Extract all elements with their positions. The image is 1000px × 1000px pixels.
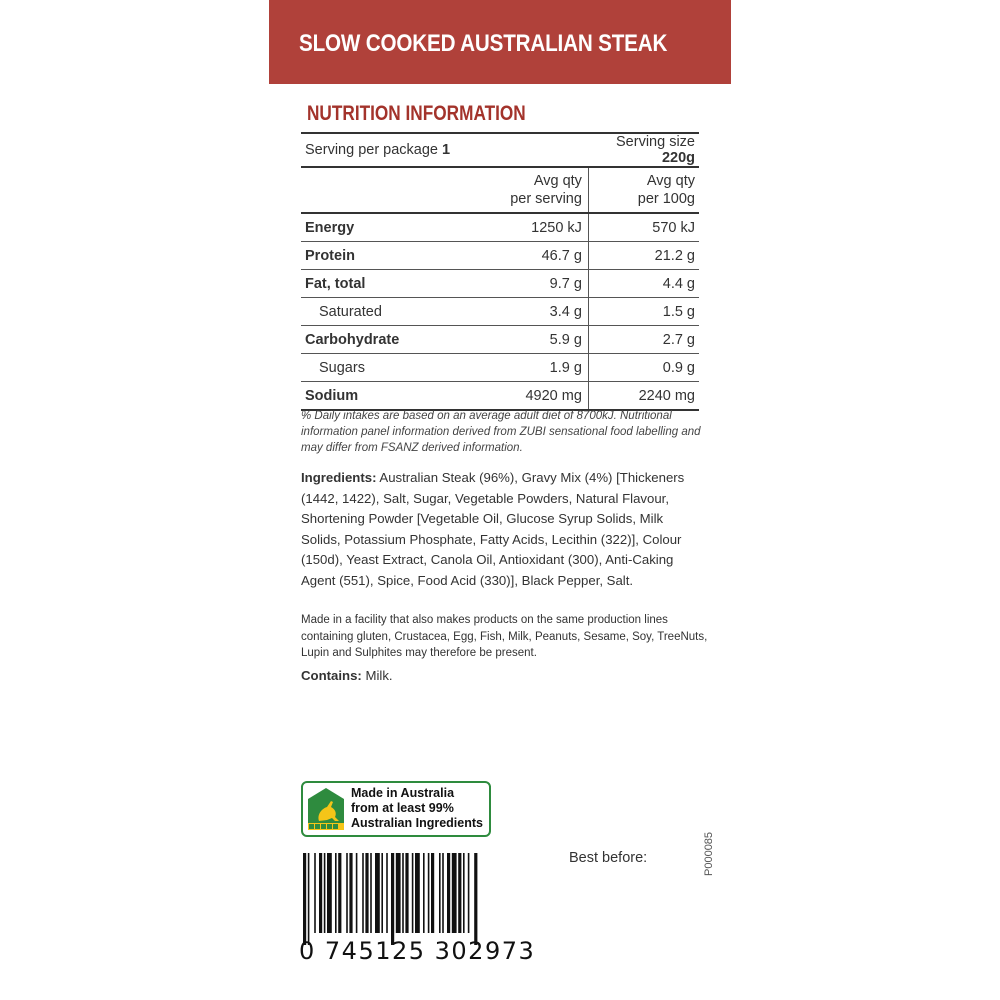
nutrient-name: Fat, total <box>301 270 481 298</box>
barcode-bar <box>431 853 434 933</box>
nutrient-per-100g: 2240 mg <box>588 382 699 411</box>
nutrient-row-protein <box>301 242 699 270</box>
product-code: P000085 <box>703 831 715 876</box>
serving-info-row <box>301 133 699 167</box>
nutrient-row-carbohydrate <box>301 326 699 354</box>
nutrient-per-100g: 4.4 g <box>588 270 699 298</box>
serving-size: Serving size 220g <box>588 133 699 167</box>
barcode-bar <box>335 853 337 933</box>
barcode-bar <box>452 853 457 933</box>
nutrition-heading: NUTRITION INFORMATION <box>307 102 526 125</box>
barcode-bar <box>405 853 408 933</box>
barcode-bar <box>319 853 322 933</box>
barcode-bar <box>391 853 394 945</box>
barcode-bar <box>370 853 372 933</box>
barcode-bar <box>375 853 380 933</box>
ingredients-label: Ingredients: <box>301 470 377 485</box>
title-band <box>269 0 731 84</box>
nutrient-name: Saturated <box>301 298 481 326</box>
nutrient-per-serving: 5.9 g <box>481 326 588 354</box>
barcode-bar <box>346 853 348 933</box>
barcode-bar <box>308 853 310 945</box>
barcode-digits: 0 745125 302973 <box>299 937 536 965</box>
barcode-bar <box>412 853 414 933</box>
contains-text: Milk. <box>361 668 393 683</box>
kangaroo-logo-icon <box>307 787 345 831</box>
badge-text: Made in Australia from at least 99% Australian Ingredients <box>351 786 483 830</box>
made-in-australia-badge <box>301 781 491 837</box>
ingredients-text: Australian Steak (96%), Gravy Mix (4%) [Thickeners (1442, 1422), Salt, Sugar, Vegetable Powders, Natural Flavour, Shortening Powder [Vegetable Oil, Glucose Syrup Solids, Milk Solids, Potassium Phosphate, Fatty Acids, Lecithin (322)], Colour (150d), Yeast Extract, Canola Oil, Antioxidant (300), Anti-Caking Agent (551), Spice, Food Acid (330)], Black Pepper, Salt. <box>301 470 685 588</box>
barcode-bar <box>415 853 420 933</box>
barcode-bar <box>468 853 470 933</box>
nutrient-name: Sugars <box>301 354 481 382</box>
barcode-bar <box>327 853 332 933</box>
barcode-bar <box>356 853 358 933</box>
nutrient-per-100g: 0.9 g <box>588 354 699 382</box>
barcode-bar <box>447 853 450 933</box>
nutrient-per-serving: 3.4 g <box>481 298 588 326</box>
barcode-bar <box>458 853 461 933</box>
nutrition-table <box>301 132 699 411</box>
barcode-bar <box>381 853 383 933</box>
ingredients-list <box>301 468 701 591</box>
nutrient-per-100g: 21.2 g <box>588 242 699 270</box>
barcode-bar <box>365 853 368 933</box>
nutrient-name: Protein <box>301 242 481 270</box>
nutrient-name: Sodium <box>301 382 481 411</box>
nutrient-per-serving: 1.9 g <box>481 354 588 382</box>
col-per-serving: Avg qty per serving <box>481 167 588 213</box>
contains-statement <box>301 668 393 683</box>
best-before-label: Best before: <box>569 850 648 866</box>
daily-intake-footnote: % Daily intakes are based on an average adult diet of 8700kJ. Nutritional information panel information derived from ZUBI sensational food labelling and may differ from FSANZ derived information. <box>301 410 701 454</box>
barcode-bar <box>423 853 425 933</box>
product-title: SLOW COOKED AUSTRALIAN STEAK <box>299 30 668 57</box>
barcode-bar <box>362 853 364 933</box>
nutrient-per-serving: 46.7 g <box>481 242 588 270</box>
allergen-statement: Made in a facility that also makes products on the same production lines containing gluten, Crustacea, Egg, Fish, Milk, Peanuts, Sesame, Soy, TreeNuts, Lupin and Sulphites may therefore be present. <box>301 614 708 659</box>
barcode-bar <box>439 853 441 933</box>
nutrient-per-serving: 1250 kJ <box>481 213 588 242</box>
nutrient-row-sodium <box>301 382 699 411</box>
nutrient-row-saturated <box>301 298 699 326</box>
nutrient-per-serving: 4920 mg <box>481 382 588 411</box>
barcode-bar <box>402 853 404 933</box>
barcode-bar <box>386 853 388 933</box>
nutrient-row-fat <box>301 270 699 298</box>
nutrient-row-energy <box>301 213 699 242</box>
contains-label: Contains: <box>301 668 362 683</box>
nutrient-per-100g: 570 kJ <box>588 213 699 242</box>
barcode-bar <box>349 853 352 933</box>
barcode-bar <box>324 853 326 933</box>
barcode-bar <box>428 853 430 933</box>
col-per-100g: Avg qty per 100g <box>588 167 699 213</box>
barcode-bar <box>463 853 465 933</box>
nutrient-per-100g: 2.7 g <box>588 326 699 354</box>
nutrient-per-100g: 1.5 g <box>588 298 699 326</box>
barcode-bar <box>442 853 444 933</box>
nutrient-name: Energy <box>301 213 481 242</box>
nutrient-name: Carbohydrate <box>301 326 481 354</box>
servings-per-package: Serving per package 1 <box>301 133 588 167</box>
barcode-bar <box>303 853 306 945</box>
nutrient-row-sugars <box>301 354 699 382</box>
product-label <box>269 0 731 1000</box>
barcode-bar <box>338 853 341 933</box>
barcode-bar <box>396 853 401 933</box>
barcode-bar <box>314 853 316 933</box>
column-header-row <box>301 167 699 213</box>
barcode-bar <box>474 853 477 945</box>
nutrient-per-serving: 9.7 g <box>481 270 588 298</box>
